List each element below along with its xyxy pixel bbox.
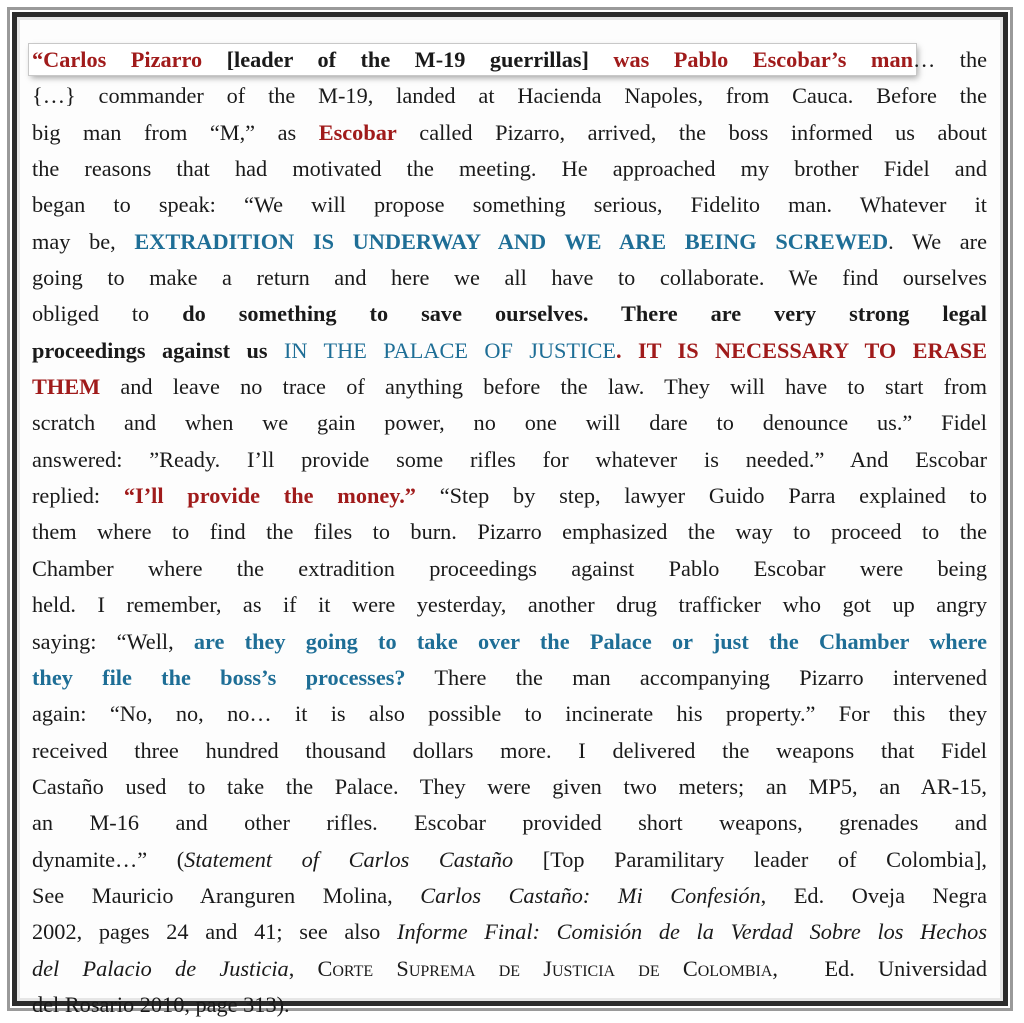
text-line: an M-16 and other rifles. Escobar provided short weapons, grenades and xyxy=(32,810,987,836)
quote-block xyxy=(32,42,987,1023)
text-line: the reasons that had motivated the meeting. He approached my brother Fidel and xyxy=(32,156,987,182)
text-line: Chamber where the extradition proceedings against Pablo Escobar were being xyxy=(32,555,987,581)
text-line: THEM and leave no trace of anything before the law. They will have to start from xyxy=(32,374,987,400)
text-line: “Carlos Pizarro [leader of the M-19 guerrillas] was Pablo Escobar’s man… the xyxy=(32,47,987,72)
text-line: answered: ”Ready. I’ll provide some rifles for whatever is needed.” And Escobar xyxy=(32,446,987,472)
citation-line: 2002, pages 24 and 41; see also Informe Final: Comisión de la Verdad Sobre los Hechos xyxy=(32,919,988,945)
text-line: them where to find the files to burn. Pizarro emphasized the way to proceed to the xyxy=(32,519,987,545)
text-line: held. I remember, as if it were yesterday, another drug trafficker who got up angry xyxy=(32,592,987,618)
text-line: replied: “I’ll provide the money.” “Step by step, lawyer Guido Parra explained to xyxy=(32,483,987,509)
citation-line: See Mauricio Aranguren Molina, Carlos Castaño: Mi Confesión, Ed. Oveja Negra xyxy=(32,882,987,908)
text-line: Castaño used to take the Palace. They were given two meters; an MP5, an AR-15, xyxy=(32,773,987,799)
text-line: scratch and when we gain power, no one will dare to denounce us.” Fidel xyxy=(32,410,987,436)
text-line: saying: “Well, are they going to take over the Palace or just the Chamber where xyxy=(32,628,987,654)
text-line: going to make a return and here we all have to collaborate. We find ourselves xyxy=(32,265,987,291)
text-line: {…} commander of the M-19, landed at Hacienda Napoles, from Cauca. Before the xyxy=(32,83,987,109)
text-line: proceedings against us IN THE PALACE OF JUSTICE. IT IS NECESSARY TO ERASE xyxy=(32,337,988,363)
text-line: obliged to do something to save ourselves. There are very strong legal xyxy=(32,301,988,327)
text-line: they file the boss’s processes? There the man accompanying Pizarro intervened xyxy=(32,664,987,690)
highlighted-phrase: “Carlos Pizarro [leader of the M-19 guerrillas] was Pablo Escobar’s man xyxy=(32,47,914,72)
text-line: began to speak: “We will propose something serious, Fidelito man. Whatever it xyxy=(32,192,987,218)
citation-line: del Rosario 2010, page 313). xyxy=(32,991,290,1017)
text-line: again: “No, no, no… it is also possible to incinerate his property.” For this they xyxy=(32,701,987,727)
citation-line: dynamite…” (Statement of Carlos Castaño [Top Paramilitary leader of Colombia], xyxy=(32,846,988,872)
text-line: big man from “M,” as Escobar called Pizarro, arrived, the boss informed us about xyxy=(32,119,987,145)
text-line: may be, EXTRADITION IS UNDERWAY AND WE ARE BEING SCREWED. We are xyxy=(32,228,988,254)
text-line: received three hundred thousand dollars more. I delivered the weapons that Fidel xyxy=(32,737,987,763)
citation-line: del Palacio de Justicia, Corte Suprema de Justicia de Colombia, Ed. Universidad xyxy=(32,955,987,981)
